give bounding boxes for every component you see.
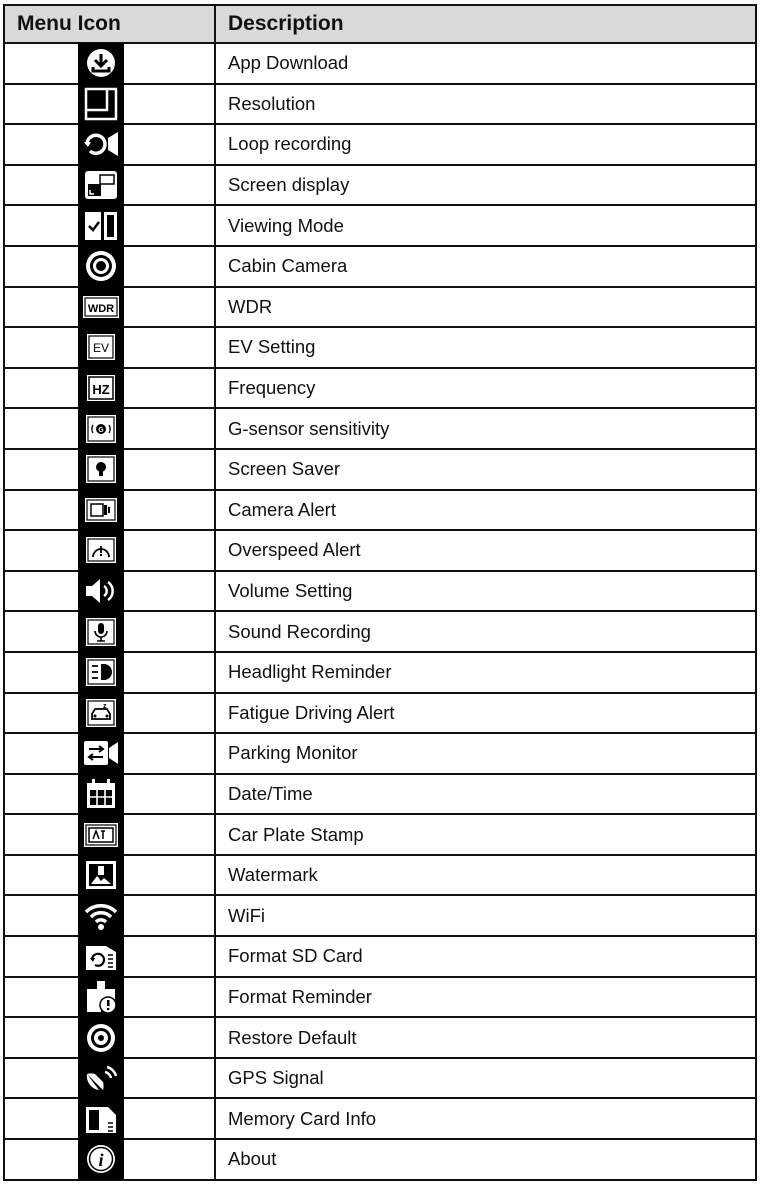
menu-icon-cell: [4, 1098, 215, 1139]
description-cell: Loop recording: [215, 124, 756, 165]
table-body: [4, 43, 756, 1180]
table-row: [4, 652, 756, 693]
table-row: [4, 205, 756, 246]
table-row: [4, 43, 756, 84]
description-cell: Restore Default: [215, 1017, 756, 1058]
format-sd-icon: [78, 936, 124, 977]
table-row: [4, 408, 756, 449]
table-row: [4, 774, 756, 815]
menu-icon-cell: [4, 977, 215, 1018]
description-cell: Memory Card Info: [215, 1098, 756, 1139]
wdr-icon: [78, 287, 124, 328]
description-cell: EV Setting: [215, 327, 756, 368]
description-cell: Parking Monitor: [215, 733, 756, 774]
gps-satellite-icon: [78, 1058, 124, 1099]
description-cell: Resolution: [215, 84, 756, 125]
table-row: [4, 814, 756, 855]
svg-text:WDR: WDR: [87, 302, 115, 315]
description-cell: Cabin Camera: [215, 246, 756, 287]
menu-icon-cell: [4, 1058, 215, 1099]
table-row: [4, 246, 756, 287]
description-cell: Screen Saver: [215, 449, 756, 490]
svg-text:z: z: [103, 702, 107, 710]
menu-icon-cell: [4, 855, 215, 896]
menu-icon-cell: [4, 1017, 215, 1058]
table-row: [4, 611, 756, 652]
menu-icon-cell: [4, 733, 215, 774]
camera-alert-icon: [78, 490, 124, 531]
table-row: [4, 693, 756, 734]
description-cell: Overspeed Alert: [215, 530, 756, 571]
table-row: [4, 1098, 756, 1139]
menu-icon-cell: [4, 205, 215, 246]
viewing-mode-icon: [78, 205, 124, 246]
menu-icon-cell: [4, 774, 215, 815]
car-plate-icon: [78, 814, 124, 855]
menu-icon-cell: [4, 287, 215, 328]
menu-icon-cell: [4, 490, 215, 531]
memory-card-icon: [78, 1098, 124, 1139]
table-row: [4, 124, 756, 165]
headlight-icon: [78, 652, 124, 693]
svg-text:G: G: [98, 426, 104, 434]
menu-icon-cell: [4, 165, 215, 206]
format-reminder-icon: [78, 977, 124, 1018]
menu-icon-cell: [4, 327, 215, 368]
speedometer-icon: [78, 530, 124, 571]
menu-icon-cell: [4, 368, 215, 409]
cabin-camera-icon: [78, 246, 124, 287]
menu-icon-cell: [4, 814, 215, 855]
svg-text:HZ: HZ: [92, 382, 110, 398]
table-row: [4, 368, 756, 409]
screen-saver-icon: [78, 449, 124, 490]
description-cell: Watermark: [215, 855, 756, 896]
description-cell: Format Reminder: [215, 977, 756, 1018]
table-row: [4, 936, 756, 977]
description-cell: WDR: [215, 287, 756, 328]
description-cell: Viewing Mode: [215, 205, 756, 246]
svg-text:i: i: [98, 1150, 104, 1171]
restore-default-icon: [78, 1017, 124, 1058]
table-row: [4, 449, 756, 490]
header-description: Description: [215, 5, 756, 43]
description-cell: Camera Alert: [215, 490, 756, 531]
description-cell: Volume Setting: [215, 571, 756, 612]
sleeping-car-icon: [78, 693, 124, 734]
resolution-icon: [78, 84, 124, 125]
description-cell: GPS Signal: [215, 1058, 756, 1099]
table-row: [4, 1017, 756, 1058]
menu-icon-cell: [4, 84, 215, 125]
menu-icon-cell: [4, 652, 215, 693]
menu-icon-cell: [4, 530, 215, 571]
menu-icon-cell: [4, 408, 215, 449]
ev-icon: [78, 327, 124, 368]
menu-icon-cell: [4, 895, 215, 936]
description-cell: WiFi: [215, 895, 756, 936]
g-sensor-icon: [78, 408, 124, 449]
table-row: [4, 571, 756, 612]
menu-icon-cell: [4, 611, 215, 652]
table-row: [4, 530, 756, 571]
calendar-icon: [78, 774, 124, 815]
description-cell: Format SD Card: [215, 936, 756, 977]
menu-icon-cell: [4, 1139, 215, 1180]
watermark-icon: [78, 855, 124, 896]
table-row: [4, 165, 756, 206]
hz-icon: [78, 368, 124, 409]
info-icon: [78, 1139, 124, 1180]
description-cell: Sound Recording: [215, 611, 756, 652]
menu-icon-cell: [4, 449, 215, 490]
description-cell: Screen display: [215, 165, 756, 206]
menu-icon-cell: [4, 571, 215, 612]
loop-recording-icon: [78, 124, 124, 165]
screen-display-icon: [78, 165, 124, 206]
table-row: [4, 287, 756, 328]
microphone-icon: [78, 611, 124, 652]
menu-icon-cell: [4, 693, 215, 734]
table-row: [4, 84, 756, 125]
description-cell: App Download: [215, 43, 756, 84]
table-row: [4, 977, 756, 1018]
menu-icon-cell: [4, 936, 215, 977]
svg-text:EV: EV: [92, 341, 110, 356]
menu-icon-cell: [4, 124, 215, 165]
description-cell: Headlight Reminder: [215, 652, 756, 693]
parking-monitor-icon: [78, 733, 124, 774]
table-row: [4, 855, 756, 896]
menu-icon-cell: [4, 246, 215, 287]
description-cell: Date/Time: [215, 774, 756, 815]
description-cell: Car Plate Stamp: [215, 814, 756, 855]
description-cell: Frequency: [215, 368, 756, 409]
table-row: [4, 1139, 756, 1180]
speaker-icon: [78, 571, 124, 612]
table-row: [4, 327, 756, 368]
description-cell: G-sensor sensitivity: [215, 408, 756, 449]
description-cell: About: [215, 1139, 756, 1180]
menu-icon-cell: [4, 43, 215, 84]
menu-icon-table: [3, 4, 757, 1181]
table-header-row: [4, 5, 756, 43]
table-row: [4, 895, 756, 936]
table-row: [4, 1058, 756, 1099]
table-row: [4, 490, 756, 531]
download-icon: [78, 43, 124, 84]
description-cell: Fatigue Driving Alert: [215, 693, 756, 734]
header-menu-icon: Menu Icon: [4, 5, 215, 43]
wifi-icon: [78, 895, 124, 936]
table-row: [4, 733, 756, 774]
